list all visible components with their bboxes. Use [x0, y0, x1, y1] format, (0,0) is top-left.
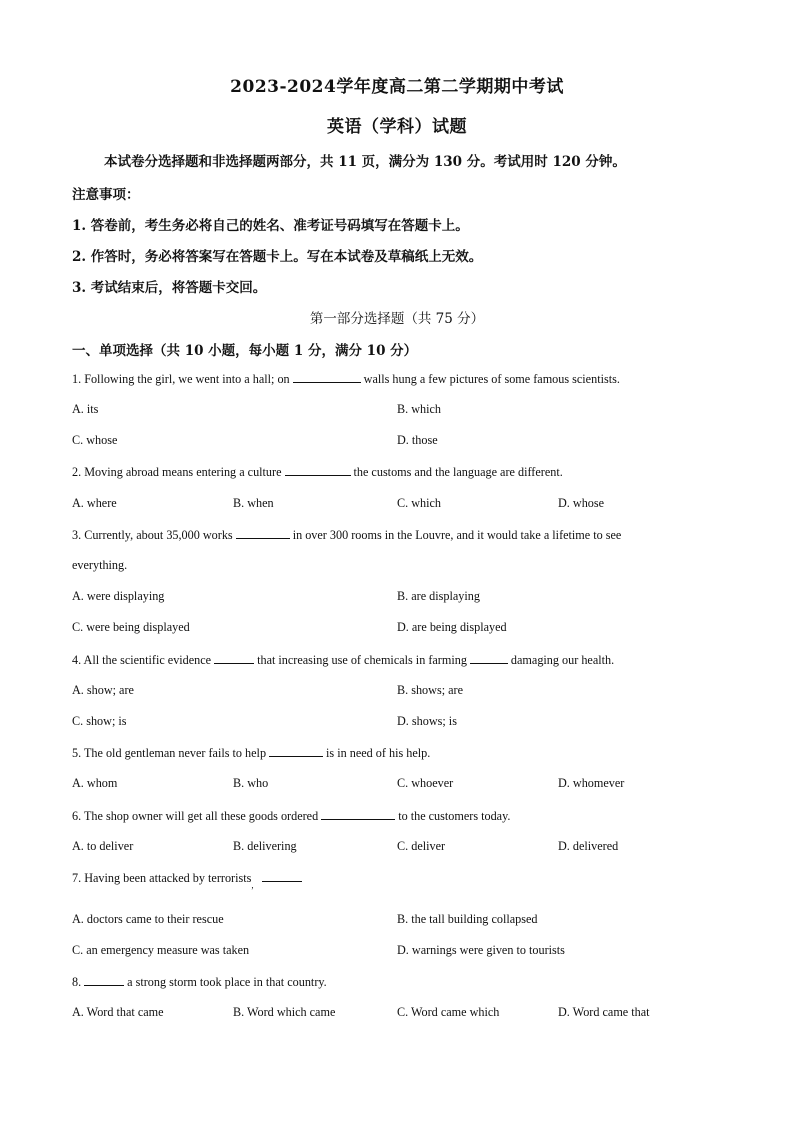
question-text: that increasing use of chemicals in farming	[257, 653, 467, 667]
option-d: D. Word came that	[558, 1005, 650, 1019]
option-b: B. who	[233, 776, 269, 790]
answer-blank	[470, 652, 508, 664]
question-text: 6. The shop owner will get all these goods ordered	[72, 809, 319, 823]
option-b: B. when	[233, 496, 274, 510]
note-item: 1. 答卷前，考生务必将自己的姓名、准考证号码填写在答题卡上。	[72, 218, 469, 234]
answer-blank	[84, 974, 124, 986]
option-b: B. are displaying	[397, 589, 480, 603]
question-text: damaging our health.	[510, 653, 615, 667]
option-c: C. Word came which	[397, 1005, 500, 1019]
note-item: 2. 作答时，务必将答案写在答题卡上。写在本试卷及草稿纸上无效。	[72, 249, 483, 265]
section-heading: 一、单项选择（共 10 小题，每小题 1 分，满分 10 分）	[72, 343, 418, 359]
option-b: B. the tall building collapsed	[397, 912, 538, 926]
question-2	[72, 464, 563, 480]
question-text: a strong storm took place in that country.	[127, 975, 327, 989]
option-d: D. those	[397, 433, 438, 447]
option-b: B. Word which came	[233, 1005, 336, 1019]
option-d: D. warnings were given to tourists	[397, 943, 565, 957]
question-text: the customs and the language are different.	[353, 465, 563, 479]
option-c: C. were being displayed	[72, 620, 190, 634]
option-a: A. show; are	[72, 683, 134, 697]
option-c: C. whose	[72, 433, 118, 447]
question-text: 4. All the scientific evidence	[72, 653, 212, 667]
answer-blank	[285, 464, 351, 476]
option-d: D. whomever	[558, 776, 625, 790]
question-6	[72, 808, 510, 824]
exam-subtitle: 英语（学科）试题	[327, 117, 467, 137]
question-8	[72, 974, 327, 990]
answer-blank	[293, 371, 361, 383]
option-a: A. its	[72, 402, 99, 416]
answer-blank	[262, 870, 302, 882]
note-item: 3. 考试结束后，将答题卡交回。	[72, 280, 267, 296]
question-3	[72, 527, 621, 543]
option-a: A. where	[72, 496, 117, 510]
question-text: 2. Moving abroad means entering a culture	[72, 465, 282, 479]
option-a: A. whom	[72, 776, 118, 790]
notes-heading: 注意事项：	[72, 187, 140, 203]
answer-blank	[236, 527, 290, 539]
question-5	[72, 745, 430, 761]
option-c: C. show; is	[72, 714, 127, 728]
question-text: in over 300 rooms in the Louvre, and it would take a lifetime to see	[292, 528, 622, 542]
option-b: B. delivering	[233, 839, 297, 853]
part-title: 第一部分选择题（共 75 分）	[309, 311, 485, 327]
option-a: A. Word that came	[72, 1005, 164, 1019]
answer-blank	[269, 745, 323, 757]
question-text: 5. The old gentleman never fails to help	[72, 746, 267, 760]
option-a: A. were displaying	[72, 589, 165, 603]
exam-title: 2023-2024学年度高二第二学期期中考试	[230, 77, 564, 97]
question-text: to the customers today.	[398, 809, 511, 823]
answer-blank	[214, 652, 254, 664]
option-a: A. to deliver	[72, 839, 134, 853]
option-c: C. whoever	[397, 776, 454, 790]
question-7: 7. Having been attacked by terrorists,	[72, 870, 305, 890]
option-c: C. deliver	[397, 839, 446, 853]
option-d: D. delivered	[558, 839, 619, 853]
exam-intro: 本试卷分选择题和非选择题两部分，共 11 页，满分为 130 分。考试用时 120 分钟。	[104, 154, 626, 170]
question-text: 3. Currently, about 35,000 works	[72, 528, 233, 542]
question-text: walls hung a few pictures of some famous scientists.	[363, 372, 620, 386]
question-text: 7. Having been attacked by terrorists	[72, 871, 252, 885]
answer-blank	[321, 808, 395, 820]
question-4	[72, 652, 614, 668]
option-c: C. which	[397, 496, 442, 510]
option-d: D. are being displayed	[397, 620, 507, 634]
question-3-continued: everything.	[72, 558, 128, 572]
option-d: D. shows; is	[397, 714, 457, 728]
option-b: B. shows; are	[397, 683, 464, 697]
option-d: D. whose	[558, 496, 605, 510]
question-1	[72, 371, 620, 387]
option-a: A. doctors came to their rescue	[72, 912, 224, 926]
question-text: 8.	[72, 975, 82, 989]
question-text: 1. Following the girl, we went into a hall; on	[72, 372, 290, 386]
option-c: C. an emergency measure was taken	[72, 943, 250, 957]
question-text: is in need of his help.	[326, 746, 431, 760]
option-b: B. which	[397, 402, 442, 416]
